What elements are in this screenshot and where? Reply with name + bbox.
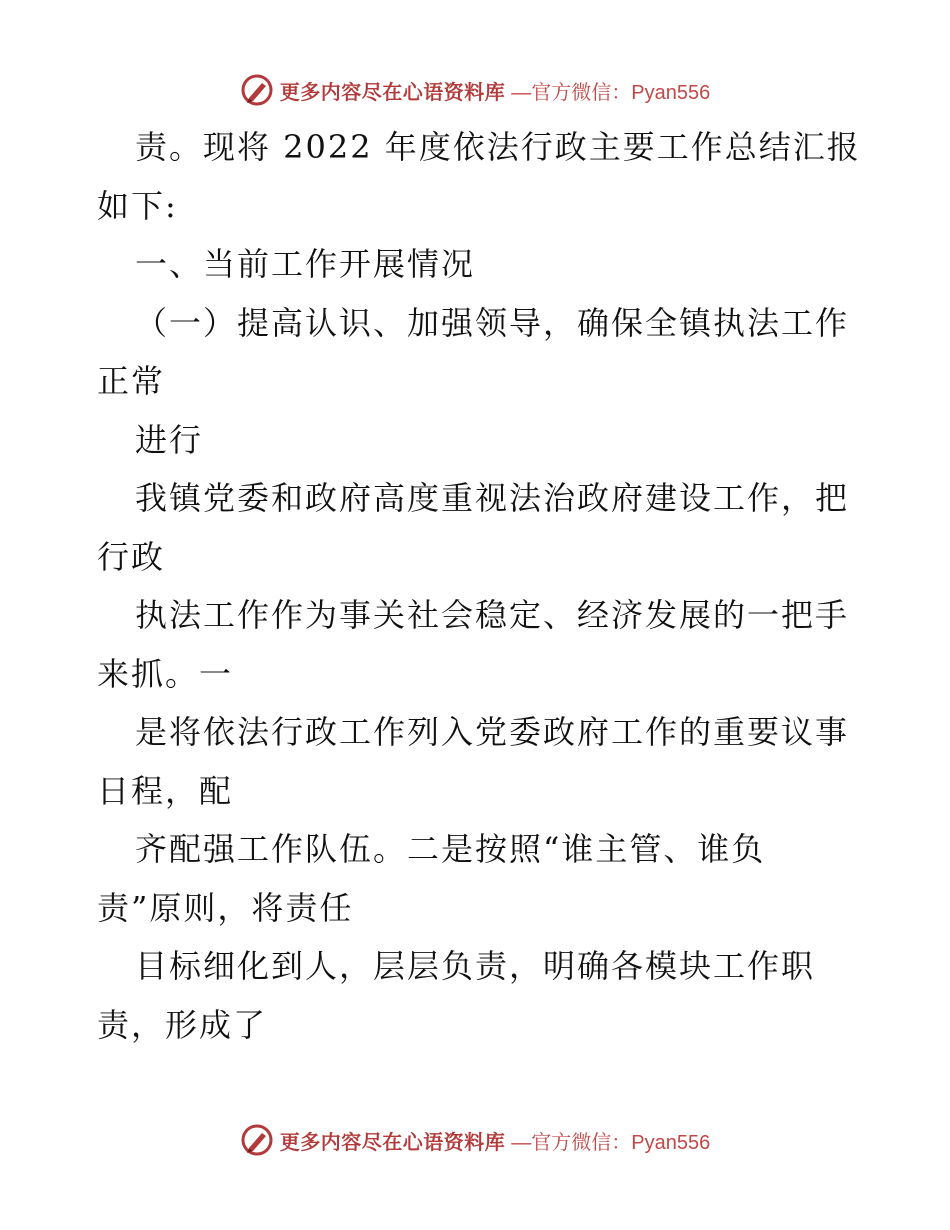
text-line: 执法工作作为事关社会稳定、经济发展的一把手: [135, 596, 850, 634]
text-line: 日程，配: [97, 771, 234, 810]
text-line: 责。现将 2022 年度依法行政主要工作总结汇报: [135, 128, 861, 166]
text-line: 是将依法行政工作列入党委政府工作的重要议事: [135, 713, 850, 751]
text-line: 责，形成了: [97, 1005, 268, 1044]
banner-wechat: —官方微信：Pyan556: [511, 1131, 711, 1154]
text-line: 责”原则，将责任: [97, 888, 354, 927]
text-line: 齐配强工作队伍。二是按照“谁主管、谁负: [135, 830, 766, 868]
text-line: 来抓。一: [97, 654, 234, 693]
text-line: 我镇党委和政府高度重视法治政府建设工作，把: [135, 479, 850, 517]
pen-logo-icon: [240, 73, 274, 107]
banner-title: 更多内容尽在心语资料库: [279, 79, 506, 104]
subsection-heading: （一）提高认识、加强领导，确保全镇执法工作: [135, 303, 850, 342]
banner-title: 更多内容尽在心语资料库: [279, 1129, 506, 1154]
text-line: 如下:: [97, 186, 178, 225]
banner-wechat: —官方微信：Pyan556: [511, 81, 711, 104]
text-line: 行政: [97, 537, 166, 576]
pen-logo-icon: [240, 1123, 274, 1157]
footer-banner: [0, 1120, 950, 1160]
header-banner: [0, 70, 950, 110]
text-line: 正常: [97, 362, 166, 400]
text-line: 进行: [135, 420, 204, 459]
document-body: [97, 118, 861, 1054]
section-heading: 一、当前工作开展情况: [135, 245, 476, 283]
text-line: 目标细化到人，层层负责，明确各模块工作职: [135, 947, 816, 985]
